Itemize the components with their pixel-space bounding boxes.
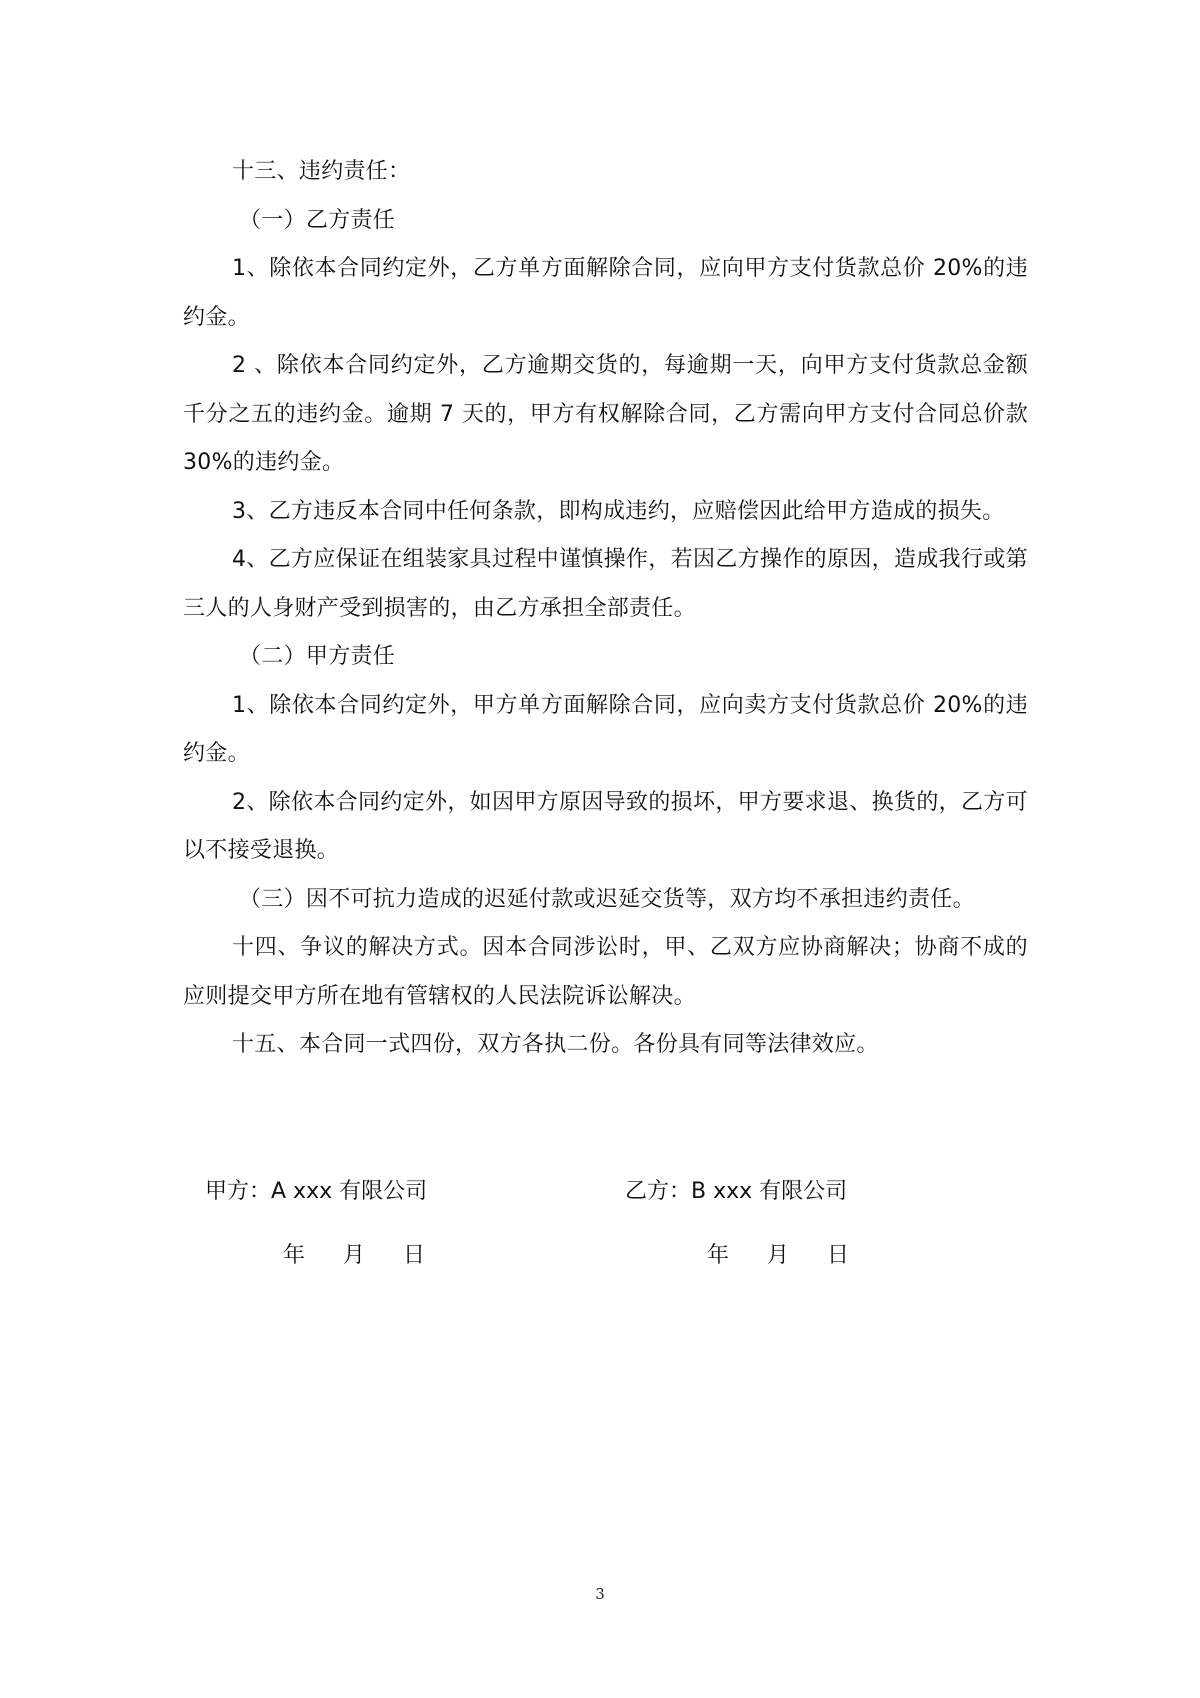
party-a-signature: 甲方：A xxx 有限公司 [205, 1179, 428, 1204]
subsection-party-a-heading: （二）甲方责任 [239, 644, 396, 669]
month-label: 月 [767, 1243, 790, 1268]
page-number: 3 [595, 1585, 605, 1603]
party-b-clause-3: 3、乙方违反本合同中任何条款，即构成违约，应赔偿因此给甲方造成的损失。 [232, 498, 1005, 524]
party-a-date [283, 1241, 425, 1271]
section-13-heading: 十三、违约责任： [232, 159, 411, 184]
force-majeure-clause: （三）因不可抗力造成的迟延付款或迟延交货等，双方均不承担违约责任。 [239, 886, 975, 912]
party-a-clause-2: 2、除依本合同约定外，如因甲方原因导致的损坏，甲方要求退、换货的，乙方可以不接受退换。 [183, 789, 1028, 863]
section-14-dispute-resolution: 十四、争议的解决方式。因本合同涉讼时，甲、乙双方应协商解决；协商不成的应则提交甲方所在地有管辖权的人民法院诉讼解决。 [183, 935, 1028, 1009]
signature-area [0, 1177, 1200, 1297]
subsection-party-b-heading: （一）乙方责任 [239, 207, 396, 233]
party-b-signature: 乙方：B xxx 有限公司 [625, 1179, 848, 1204]
month-label: 月 [343, 1243, 366, 1268]
party-a-clause-1: 1、除依本合同约定外，甲方单方面解除合同，应向卖方支付货款总价 20%的违约金。 [183, 692, 1028, 766]
contract-body [183, 148, 1028, 1070]
party-b-clause-1: 1、除依本合同约定外，乙方单方面解除合同，应向甲方支付货款总价 20%的违约金。 [183, 256, 1028, 330]
section-15-copies: 十五、本合同一式四份，双方各执二份。各份具有同等法律效应。 [232, 1032, 879, 1057]
day-label: 日 [827, 1243, 850, 1268]
party-b-date [707, 1241, 849, 1271]
party-b-clause-2: 2 、除依本合同约定外，乙方逾期交货的，每逾期一天，向甲方支付货款总金额千分之五的违约金。逾期 7 天的，甲方有权解除合同，乙方需向甲方支付合同总价款 30%的违约金。 [183, 353, 1028, 475]
day-label: 日 [403, 1243, 426, 1268]
party-b-clause-4: 4、乙方应保证在组装家具过程中谨慎操作，若因乙方操作的原因，造成我行或第三人的人身财产受到损害的，由乙方承担全部责任。 [183, 547, 1028, 621]
year-label: 年 [707, 1243, 730, 1268]
year-label: 年 [283, 1243, 306, 1268]
